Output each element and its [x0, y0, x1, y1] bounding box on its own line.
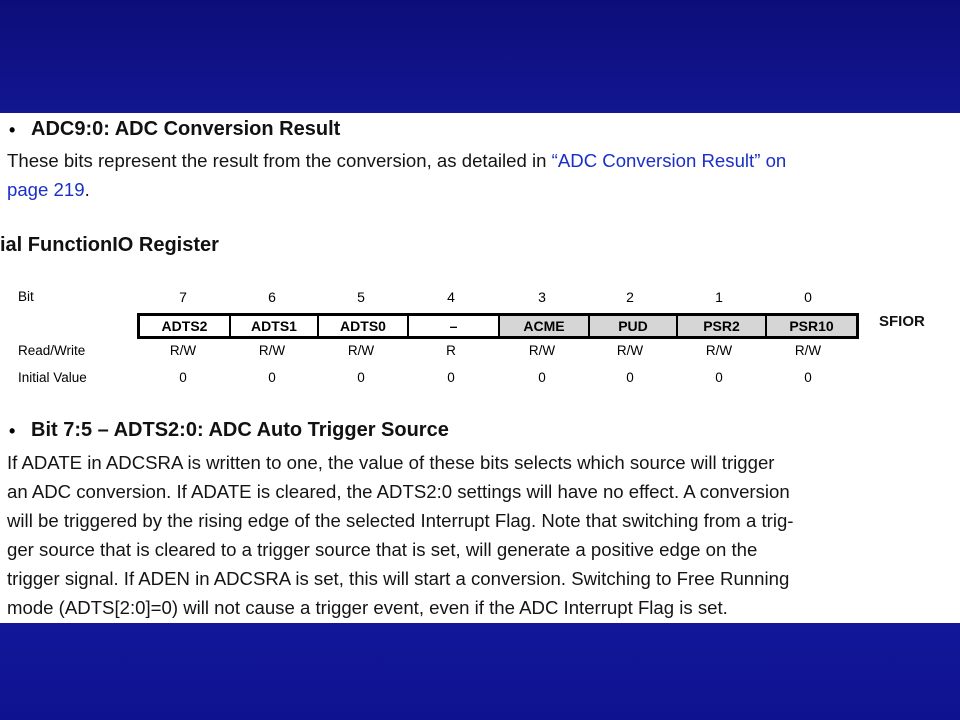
paragraph-line: an ADC conversion. If ADATE is cleared, the ADTS2:0 settings will have no effect. A conversion: [7, 481, 790, 502]
initial-value: 0: [804, 370, 812, 385]
bullet: •: [9, 421, 16, 441]
initial-value-row-label: Initial Value: [18, 370, 87, 385]
adts-paragraph: [7, 448, 794, 622]
read-write-value: R/W: [528, 343, 556, 358]
initial-value: 0: [447, 370, 455, 385]
initial-value: 0: [626, 370, 634, 385]
read-write-value: R: [446, 343, 456, 358]
bit-number: 2: [626, 289, 634, 305]
bit-number: 7: [179, 289, 187, 305]
read-write-row-label: Read/Write: [18, 343, 86, 358]
paragraph-line: If ADATE in ADCSRA is written to one, the value of these bits selects which source will trigger: [7, 452, 775, 473]
register-bit-table: [137, 313, 859, 339]
adc-result-paragraph: [7, 146, 786, 204]
paragraph-text: These bits represent the result from the conversion, as detailed in: [7, 150, 552, 171]
register-name: SFIOR: [879, 313, 925, 330]
adc-result-heading: ADC9:0: ADC Conversion Result: [31, 118, 341, 140]
initial-value: 0: [357, 370, 365, 385]
read-write-value: R/W: [169, 343, 197, 358]
register-cell: ADTS1: [231, 316, 319, 336]
bit-number: 1: [715, 289, 723, 305]
bit-number: 3: [538, 289, 546, 305]
bit-number: 0: [804, 289, 812, 305]
bit-number: 5: [357, 289, 365, 305]
read-write-value: R/W: [616, 343, 644, 358]
initial-value: 0: [715, 370, 723, 385]
bullet: •: [9, 120, 16, 140]
read-write-value: R/W: [347, 343, 375, 358]
read-write-value: R/W: [258, 343, 286, 358]
initial-value: 0: [268, 370, 276, 385]
paragraph-text: .: [84, 179, 90, 200]
register-cell: –: [409, 316, 500, 336]
register-cell: PUD: [590, 316, 678, 336]
adts-heading: Bit 7:5 – ADTS2:0: ADC Auto Trigger Source: [31, 419, 449, 441]
bit-row-label: Bit: [18, 289, 34, 304]
register-cell: ADTS2: [140, 316, 231, 336]
bit-number: 6: [268, 289, 276, 305]
register-cell: PSR10: [767, 316, 856, 336]
register-cell: PSR2: [678, 316, 767, 336]
page-219-link[interactable]: page 219: [7, 179, 85, 200]
register-cell: ADTS0: [319, 316, 409, 336]
read-write-value: R/W: [794, 343, 822, 358]
register-cell: ACME: [500, 316, 590, 336]
paragraph-line: will be triggered by the rising edge of the selected Interrupt Flag. Note that switching from a trig-: [7, 510, 794, 531]
paragraph-line: ger source that is cleared to a trigger source that is set, will generate a positive edge on the: [7, 539, 758, 560]
document-page: [0, 113, 960, 623]
initial-value: 0: [179, 370, 187, 385]
paragraph-line: trigger signal. If ADEN in ADCSRA is set, this will start a conversion. Switching to Free Running: [7, 568, 790, 589]
paragraph-line: mode (ADTS[2:0]=0) will not cause a trigger event, even if the ADC Interrupt Flag is set.: [7, 597, 728, 618]
bit-number: 4: [447, 289, 455, 305]
adc-conversion-result-link[interactable]: “ADC Conversion Result” on: [551, 150, 787, 171]
initial-value: 0: [538, 370, 546, 385]
read-write-value: R/W: [705, 343, 733, 358]
register-title: ial FunctionIO Register: [0, 234, 219, 256]
